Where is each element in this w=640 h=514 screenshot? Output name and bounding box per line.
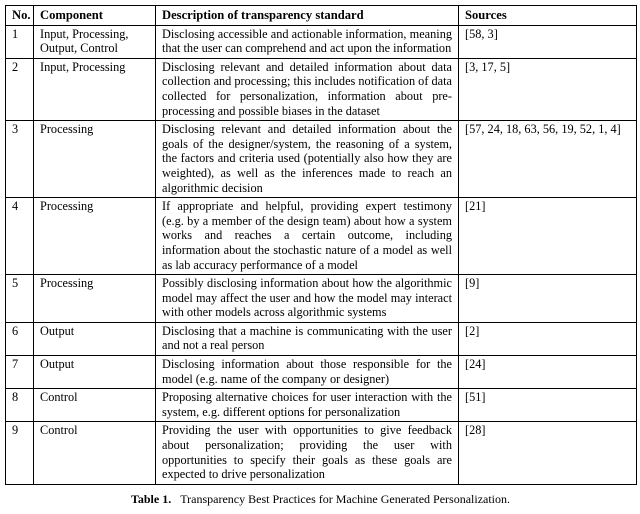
cell-no: 8 <box>6 389 34 422</box>
cell-description: Disclosing relevant and detailed information about the goals of the designer/system, the reasoning of a system, the factors and criteria used (potentially also how they are weighted), as well as the inferences made to reach an algorithmic decision <box>156 121 459 198</box>
table-row <box>6 58 637 120</box>
cell-sources: [57, 24, 18, 63, 56, 19, 52, 1, 4] <box>459 121 637 198</box>
transparency-best-practices-table <box>5 5 637 485</box>
cell-component: Input, Processing, Output, Control <box>34 25 156 58</box>
table-row <box>6 422 637 484</box>
table-caption <box>5 492 636 507</box>
cell-component: Control <box>34 389 156 422</box>
cell-component: Input, Processing <box>34 58 156 120</box>
table-row <box>6 198 637 275</box>
cell-no: 1 <box>6 25 34 58</box>
cell-no: 5 <box>6 275 34 323</box>
table-row <box>6 389 637 422</box>
table-body <box>6 25 637 484</box>
table-header <box>6 6 637 26</box>
cell-sources: [9] <box>459 275 637 323</box>
cell-component: Processing <box>34 198 156 275</box>
cell-component: Control <box>34 422 156 484</box>
cell-sources: [58, 3] <box>459 25 637 58</box>
col-header-component: Component <box>34 6 156 26</box>
cell-sources: [3, 17, 5] <box>459 58 637 120</box>
table-row <box>6 356 637 389</box>
cell-no: 4 <box>6 198 34 275</box>
table-row <box>6 275 637 323</box>
cell-description: Disclosing relevant and detailed information about data collection and processing; this includes notification of data collected for personalization, information about pre-processing and possible biases in the dataset <box>156 58 459 120</box>
cell-sources: [51] <box>459 389 637 422</box>
table-caption-text: Transparency Best Practices for Machine Generated Personalization. <box>180 491 511 506</box>
cell-no: 6 <box>6 322 34 355</box>
cell-component: Output <box>34 356 156 389</box>
table-header-row <box>6 6 637 26</box>
table-row <box>6 322 637 355</box>
table-row <box>6 121 637 198</box>
cell-description: Proposing alternative choices for user interaction with the system, e.g. different options for personalization <box>156 389 459 422</box>
table-row <box>6 25 637 58</box>
cell-description: Disclosing accessible and actionable information, meaning that the user can comprehend and act upon the information <box>156 25 459 58</box>
col-header-description: Description of transparency standard <box>156 6 459 26</box>
table-caption-label: Table 1. <box>130 491 172 506</box>
cell-no: 2 <box>6 58 34 120</box>
cell-no: 3 <box>6 121 34 198</box>
cell-component: Processing <box>34 275 156 323</box>
cell-description: Disclosing that a machine is communicating with the user and not a real person <box>156 322 459 355</box>
cell-sources: [24] <box>459 356 637 389</box>
cell-description: Providing the user with opportunities to give feedback about personalization; providing the user with opportunities to specify their goals as these goals are expected to drive personalization <box>156 422 459 484</box>
cell-component: Output <box>34 322 156 355</box>
cell-sources: [2] <box>459 322 637 355</box>
cell-description: Possibly disclosing information about how the algorithmic model may affect the user and how the model may interact with other models across algorithmic systems <box>156 275 459 323</box>
cell-sources: [28] <box>459 422 637 484</box>
col-header-sources: Sources <box>459 6 637 26</box>
col-header-no: No. <box>6 6 34 26</box>
cell-description: Disclosing information about those responsible for the model (e.g. name of the company or designer) <box>156 356 459 389</box>
cell-description: If appropriate and helpful, providing expert testimony (e.g. by a member of the design team) about how a system works and reaches a certain outcome, including information about the stochastic nature of a model as well as lab accuracy performance of a model <box>156 198 459 275</box>
cell-no: 9 <box>6 422 34 484</box>
cell-no: 7 <box>6 356 34 389</box>
cell-sources: [21] <box>459 198 637 275</box>
cell-component: Processing <box>34 121 156 198</box>
